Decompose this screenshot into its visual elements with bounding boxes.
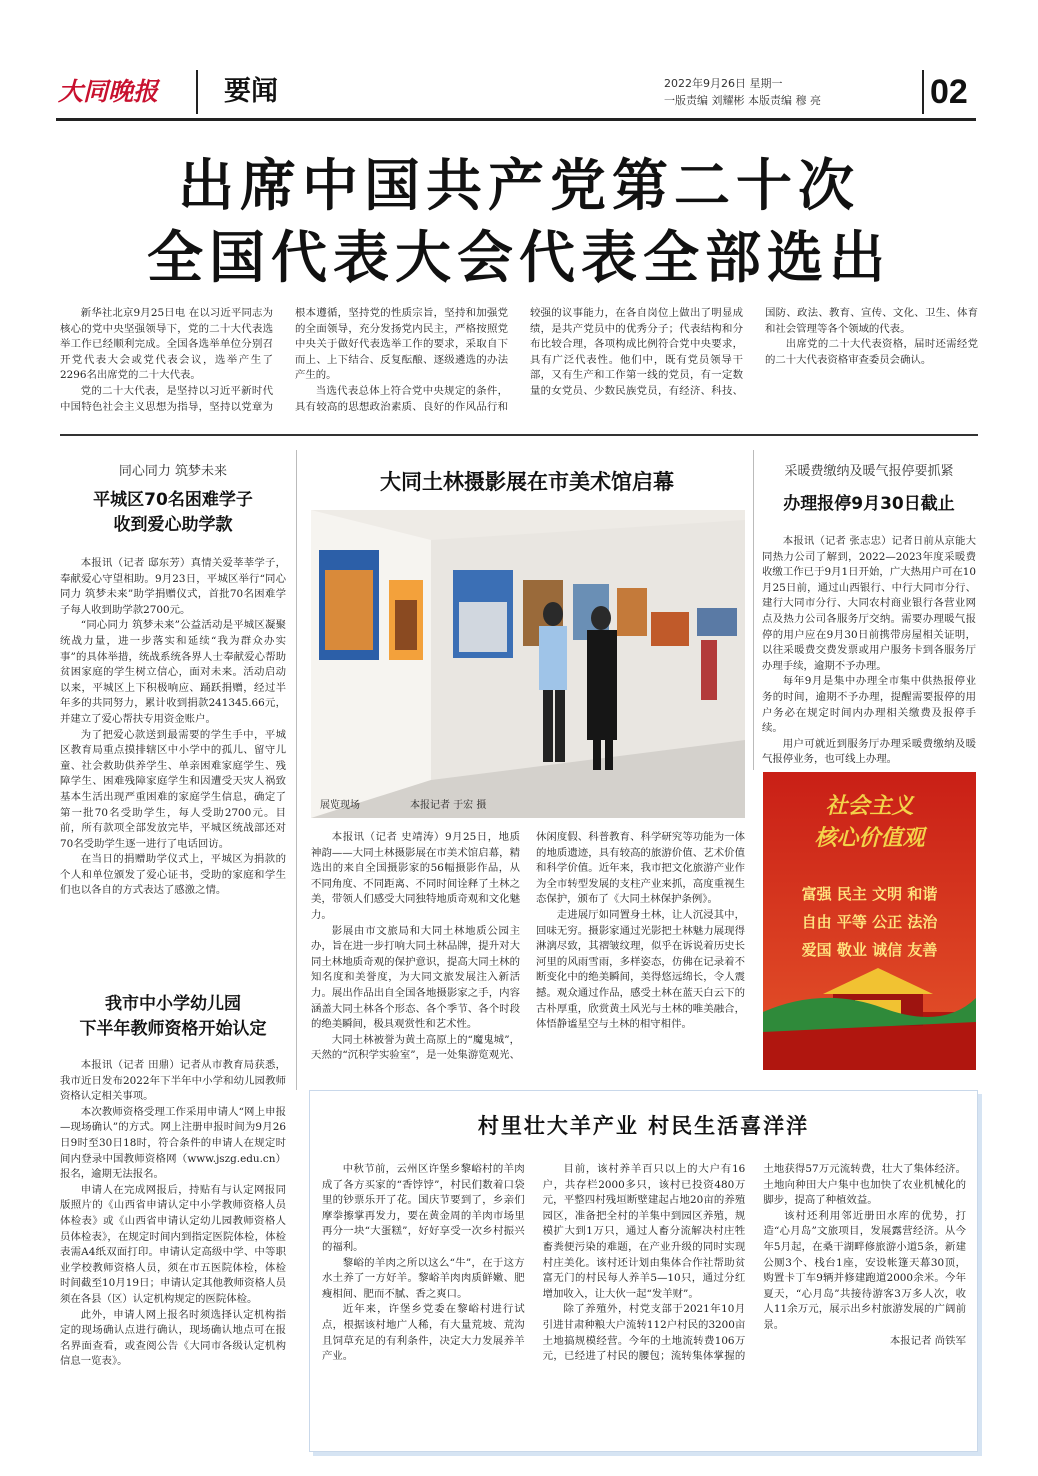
newspaper-logo: 大同晚报: [58, 77, 159, 106]
article-paragraph: 此外，申请人网上报名时须选择认定机构指定的现场确认点进行确认，现场确认地点可在报名界面查看，或查阅公告《大同市各级认定机构信息一览表》。: [60, 1308, 286, 1368]
exhibition-body: [311, 830, 745, 1080]
article-paragraph: 在当日的捐赠助学仪式上，平城区为捐款的个人和单位颁发了爱心证书，受助的家庭和学生们也以各自的方式表达了感激之情。: [60, 853, 286, 897]
article-paragraph: 本次教师资格受理工作采用申请人“网上申报—现场确认”的方式。网上注册申报时间为9月26日9时至30日18时，符合条件的申请人在规定时间内登录中国教师资格网（www.jszg.edu.cn）报名，逾期无法报名。: [60, 1105, 286, 1181]
article-paragraph: 黎峪的羊肉之所以这么“牛”，在于这方水土养了一方好羊。黎峪羊肉肉质鲜嫩、肥瘦相间、肥而不腻、香之爽口。: [322, 1256, 525, 1300]
headline-line: 平城区70名困难学子: [93, 490, 253, 510]
article-paragraph: 本报讯（记者 张志忠）记者日前从京能大同热力公司了解到，2022—2023年度采暖费收缴工作已于9月1日开始，广大热用户可在10月25日前，通过山西银行、中行大同市分行、建行大同市分行、大同农村商业银行各营业网点及热力公司各服务厅交纳。需要办理暖气报停的用户应在9月30日前携带房屋相关证明，以往采暖费交费发票或用户服务卡到各服务厅办理手续，逾期不予办理。: [762, 535, 976, 672]
masthead-divider: [196, 70, 198, 114]
article-paragraph: 该村还利用邻近册田水库的优势，打造“心月岛”文旅项目，发展露营经济。从今年5月起，在桑干湖畔修旅游小道5条，新建公厕3个、栈台1座，安设帐篷天幕30顶，购置卡丁车9辆并修建跑道2000余米。今年夏天，“心月岛”共接待游客3万多人次，收人11余万元，展示出乡村旅游发展的广阔前景。: [763, 1209, 966, 1331]
column-divider: [753, 450, 754, 770]
poster-values-row: 爱国 敬业 诚信 友善: [801, 941, 938, 959]
lead-headline-line-1: 出席中国共产党第二十次: [178, 154, 860, 219]
gallery-scene-illustration: [311, 510, 745, 818]
editors-line: 一版责编 刘耀彬 本版责编 穆 亮: [664, 94, 821, 107]
village-body: [322, 1162, 966, 1442]
article-paragraph: 本报讯（记者 田鼎）记者从市教育局获悉，我市近日发布2022年下半年中小学和幼儿园教师资格认定相关事项。: [60, 1059, 286, 1103]
article-paragraph: 中秋节前，云州区许堡乡黎峪村的羊肉成了各方买家的“香饽饽”，村民们数着口袋里的钞票乐开了花。国庆节要到了，乡亲们摩拳擦掌再发力，要在黄金周的羊肉市场里再分一块“大蛋糕”，好好享受一次乡村振兴的福利。: [322, 1163, 525, 1253]
village-headline: 村里壮大羊产业 村民生活喜洋洋: [477, 1114, 810, 1138]
article-paragraph: 影展由市文旅局和大同土林地质公园主办，旨在进一步打响大同土林品牌，提升对大同土林地质奇观的保护意识，提高大同土林的知名度和美誉度，为大同文旅发展注入新活力。展出作品出自全国各地摄影家之手，内容涵盖大同土林各个形态、各个季节、各个时段的绝美瞬间，极具观赏性和艺术性。: [311, 924, 520, 1031]
article-paragraph: 用户可就近到服务厅办理采暖费缴纳及暖气报停业务，也可线上办理。: [762, 737, 976, 766]
article-paragraph: 走进展厅如同置身土林，让人沉浸其中，回味无穷。摄影家通过光影把土林魅力展现得淋漓尽致，其褶皱纹理，似乎在诉说着历史长河里的风雨雪雨，多样姿态，仿佛在记录着不断变化中的绝美瞬间，美得悠远绵长，令人震撼。观众通过作品，感受土林在蓝天白云下的古朴厚重，欣赏黄土风光与土林的唯美融合，体悟静谧星空与土林的相守相伴。: [536, 908, 745, 1031]
core-values-poster: [763, 772, 976, 1070]
headline-line: 我市中小学幼儿园: [105, 994, 241, 1014]
masthead-meta: [664, 75, 914, 109]
article-paragraph: 目前，该村养羊百只以上的大户有16户，共存栏2000多只，该村已投资480万元，平整四村残垣断壁建起占地20亩的养殖园区，准备把全村的羊集中到园区养殖，规模扩大到1万只，通过人畜分流解决村庄牲畜粪便污染的难题，在产业升级的同时实现村庄美化。该村还计划由集体合作社帮助贫富无门的村民每人养羊5—10只，通过分红增加收入，让大伙一起“发羊财”。: [542, 1163, 746, 1300]
lead-headline-line-2: 全国代表大会代表全部选出: [147, 226, 891, 291]
article-paragraph: “同心同力 筑梦未来”公益活动是平城区凝聚统战力量，进一步落实和延续“我为群众办实事”的具体举措，统战系统各界人士奉献爱心帮助贫困家庭的学生树立信心，面对未来。活动启动以来，平城区上下积极响应、踊跃捐赠，经过半年多的共同努力，累计收到捐款241345.66元，并建立了爱心帮扶专用资金账户。: [60, 619, 286, 725]
student-aid-headline: [60, 488, 286, 538]
lead-article-body: [60, 306, 978, 430]
photo-byline: 本报记者 于宏 摄: [410, 800, 487, 811]
poster-values-row: 自由 平等 公正 法治: [801, 913, 938, 931]
article-paragraph: 当选代表总体上符合党中央规定的条件，具有较高的思想政治素质、良好的作风品行和较强的议事能力，在各自岗位上做出了明显成绩，是共产党员中的优秀分子；代表结构和分布比较合理，各项构成比例符合党中央要求，具有广泛代表性。他们中，既有党员领导干部，又有生产和工作第一线的党员，有一定数量的女党员、少数民族党员，有经济、科技、国防、政法、教育、宣传、文化、卫生、体育和社会管理等各个领域的代表。: [295, 307, 978, 413]
heating-kicker: 采暖费缴纳及暖气报停要抓紧: [784, 464, 954, 479]
poster-values: [763, 880, 976, 964]
exhibition-headline: 大同土林摄影展在市美术馆启幕: [380, 470, 674, 494]
headline-line: 下半年教师资格开始认定: [79, 1019, 267, 1039]
photo-caption: 展览现场: [320, 800, 360, 811]
heating-body: [762, 534, 976, 766]
exhibition-photo: [311, 510, 745, 818]
article-paragraph: 除了养殖外，村党支部于2021年10月引进甘肃种粮大户流转112户村民的3200亩土地搞规模经营。今年的土地流转费106万元，已经进了村民的腰包；流转集体掌握的土地获得57万元流转费，壮大了集体经济。土地向种田大户集中也加快了农业机械化的脚步，提高了种植效益。: [542, 1163, 966, 1363]
masthead-rule: [56, 118, 976, 121]
issue-date: 2022年9月26日 星期一: [664, 77, 783, 90]
page-number: 02: [930, 73, 968, 111]
poster-heading-line: 核心价值观: [814, 825, 925, 851]
article-paragraph: 每年9月是集中办理全市集中供热报停业务的时间，逾期不予办理，提醒需要报停的用户务必在规定时间内办理相关缴费及报停手续。: [762, 675, 976, 735]
teacher-cert-headline: [60, 992, 286, 1042]
masthead-divider: [922, 70, 924, 114]
article-paragraph: 大同土林被誉为黄土高原上的“魔鬼城”，天然的“沉积学实验室”，是一处集游览观光、休闲度假、科普教育、科学研究等功能为一体的地质遗迹，具有较高的旅游价值、艺术价值和科学价值。近年来，我市把文化旅游产业作为全市转型发展的支柱产业来抓，高度重视生态保护，颁布了《大同土林保护条例》。: [311, 831, 745, 1062]
section-divider: [60, 434, 978, 436]
article-paragraph: 申请人在完成网报后，持贴有与认定网报同版照片的《山西省申请认定中小学教师资格人员体检表》或《山西省申请认定幼儿园教师资格人员体检表》，在规定时间内到指定医院体检，体检表需A4纸双面打印。申请认定高级中学、中等职业学校教师资格人员，须在市五医院体检，体检时间截至10月19日；申请认定其他教师资格人员须在各县（区）认定机构规定的医院体检。: [60, 1183, 286, 1305]
village-byline: 本报记者 尚铁军: [889, 1334, 966, 1347]
article-paragraph: 本报讯（记者 邸东芳）真情关爱莘莘学子，奉献爱心守望相助。9月23日，平城区举行“同心同力 筑梦未来”助学捐赠仪式，首批70名困难学子每人收到助学款2700元。: [60, 557, 286, 616]
column-divider: [296, 450, 297, 1090]
article-paragraph: 出席党的二十大代表资格，届时还需经党的二十大代表资格审查委员会确认。: [765, 338, 978, 366]
headline-line: 收到爱心助学款: [113, 515, 233, 535]
section-name: 要闻: [224, 76, 278, 107]
poster-heading-line: 社会主义: [825, 793, 914, 819]
student-aid-body: [60, 556, 286, 956]
teacher-cert-body: [60, 1058, 286, 1458]
article-paragraph: 近年来，许堡乡党委在黎峪村进行试点，根据该村地广人稀，有大量荒坡、荒沟且饲草充足的有利条件，决定大力发展养羊产业。: [322, 1303, 525, 1363]
article-paragraph: 本报讯（记者 史靖涛）9月25日，地质神韵——大同土林摄影展在市美术馆启幕，精选出的来自全国摄影家的56幅摄影作品，从不同角度、不同距离、不同时间诠释了土林之美，带领人们感受大同独特地质奇观和文化魅力。: [311, 831, 520, 921]
article-paragraph: 新华社北京9月25日电 在以习近平同志为核心的党中央坚强领导下，党的二十大代表选举工作已经顺利完成。全国各选举单位分别召开党代表大会或党代表会议，选举产生了2296名出席党的二十大代表。: [60, 307, 273, 382]
poster-heading: [763, 790, 976, 854]
article-paragraph: 党的二十大代表，是坚持以习近平新时代中国特色社会主义思想为指导，坚持以党章为根本遵循，坚持党的性质宗旨，坚持和加强党的全面领导，充分发扬党内民主，严格按照党中央关于做好代表选举工作的要求，采取自下而上、上下结合、反复酝酿、逐级遴选的办法产生的。: [60, 307, 508, 413]
heating-headline: 办理报停9月30日截止: [783, 494, 955, 514]
article-paragraph: 为了把爱心款送到最需要的学生手中，平城区教育局重点摸排辖区中小学中的孤儿、留守儿童、社会救助供养学生、单亲困难家庭学生、残障学生、困难残障家庭学生和因遭受天灾人祸致基本生活出现严重困难的家庭学生信息，确定了第一批70名受助学生，每人受助2700元。目前，所有款项全部发放完毕，平城区统战部还对70名受助学生逐一进行了电话回访。: [60, 728, 286, 850]
student-aid-kicker: 同心同力 筑梦未来: [118, 464, 228, 479]
poster-values-row: 富强 民主 文明 和谐: [801, 885, 938, 903]
